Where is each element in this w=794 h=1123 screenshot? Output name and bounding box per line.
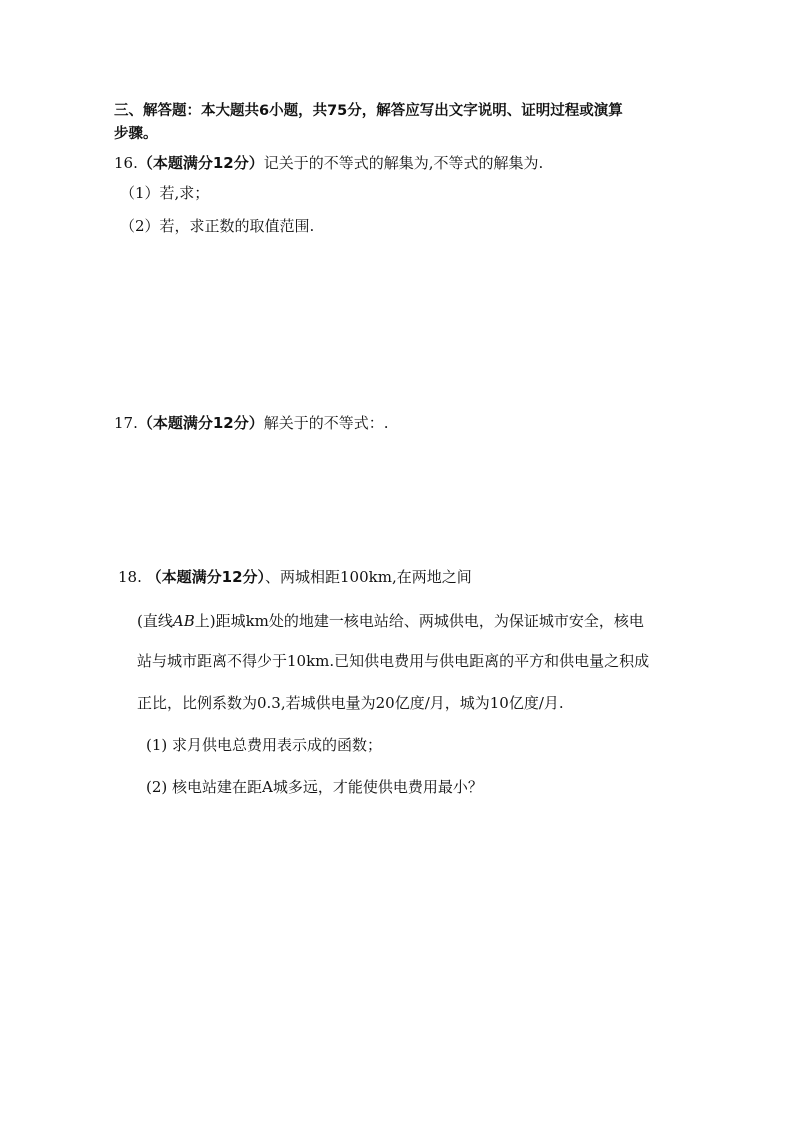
- question-text: 解关于的不等式：.: [263, 414, 389, 432]
- question-18-stem-line-3: 站与城市距离不得少于10km.已知供电费用与供电距离的平方和供电量之积成: [137, 652, 650, 670]
- score-note: （本题满分12分）: [137, 414, 264, 432]
- question-18-stem-line-2: [137, 611, 644, 631]
- question-number: 16.: [114, 154, 138, 172]
- score-note: （本题满分12分）: [146, 568, 266, 586]
- question-16-part-2: （2）若，求正数的取值范围.: [120, 217, 315, 235]
- question-text: 、两城相距100km,在两地之间: [265, 568, 472, 586]
- question-16-part-1: （1）若,求；: [120, 184, 210, 202]
- question-18-part-2: (2) 核电站建在距A城多远，才能使供电费用最小？: [146, 778, 483, 796]
- question-text: 记关于的不等式的解集为,不等式的解集为.: [263, 154, 544, 172]
- section-heading-line-2: 步骤。: [114, 126, 158, 142]
- question-number: 17.: [114, 414, 138, 432]
- question-text: (直线: [137, 612, 173, 630]
- score-note: （本题满分12分）: [137, 154, 264, 172]
- question-number: 18.: [118, 568, 142, 586]
- question-text: 上)距城km处的地建一核电站给、两城供电，为保证城市安全，核电: [194, 612, 644, 630]
- question-18-part-1: (1) 求月供电总费用表示成的函数；: [146, 736, 383, 754]
- question-18-stem-line-1: [118, 567, 472, 587]
- segment-label: AB: [172, 612, 195, 630]
- section-heading-line-1: 三、解答题：本大题共6小题，共75分，解答应写出文字说明、证明过程或演算: [114, 103, 623, 119]
- question-17-stem: [114, 413, 389, 433]
- question-18-stem-line-4: 正比，比例系数为0.3,若城供电量为20亿度/月，城为10亿度/月.: [137, 694, 564, 712]
- question-16-stem: [114, 153, 543, 173]
